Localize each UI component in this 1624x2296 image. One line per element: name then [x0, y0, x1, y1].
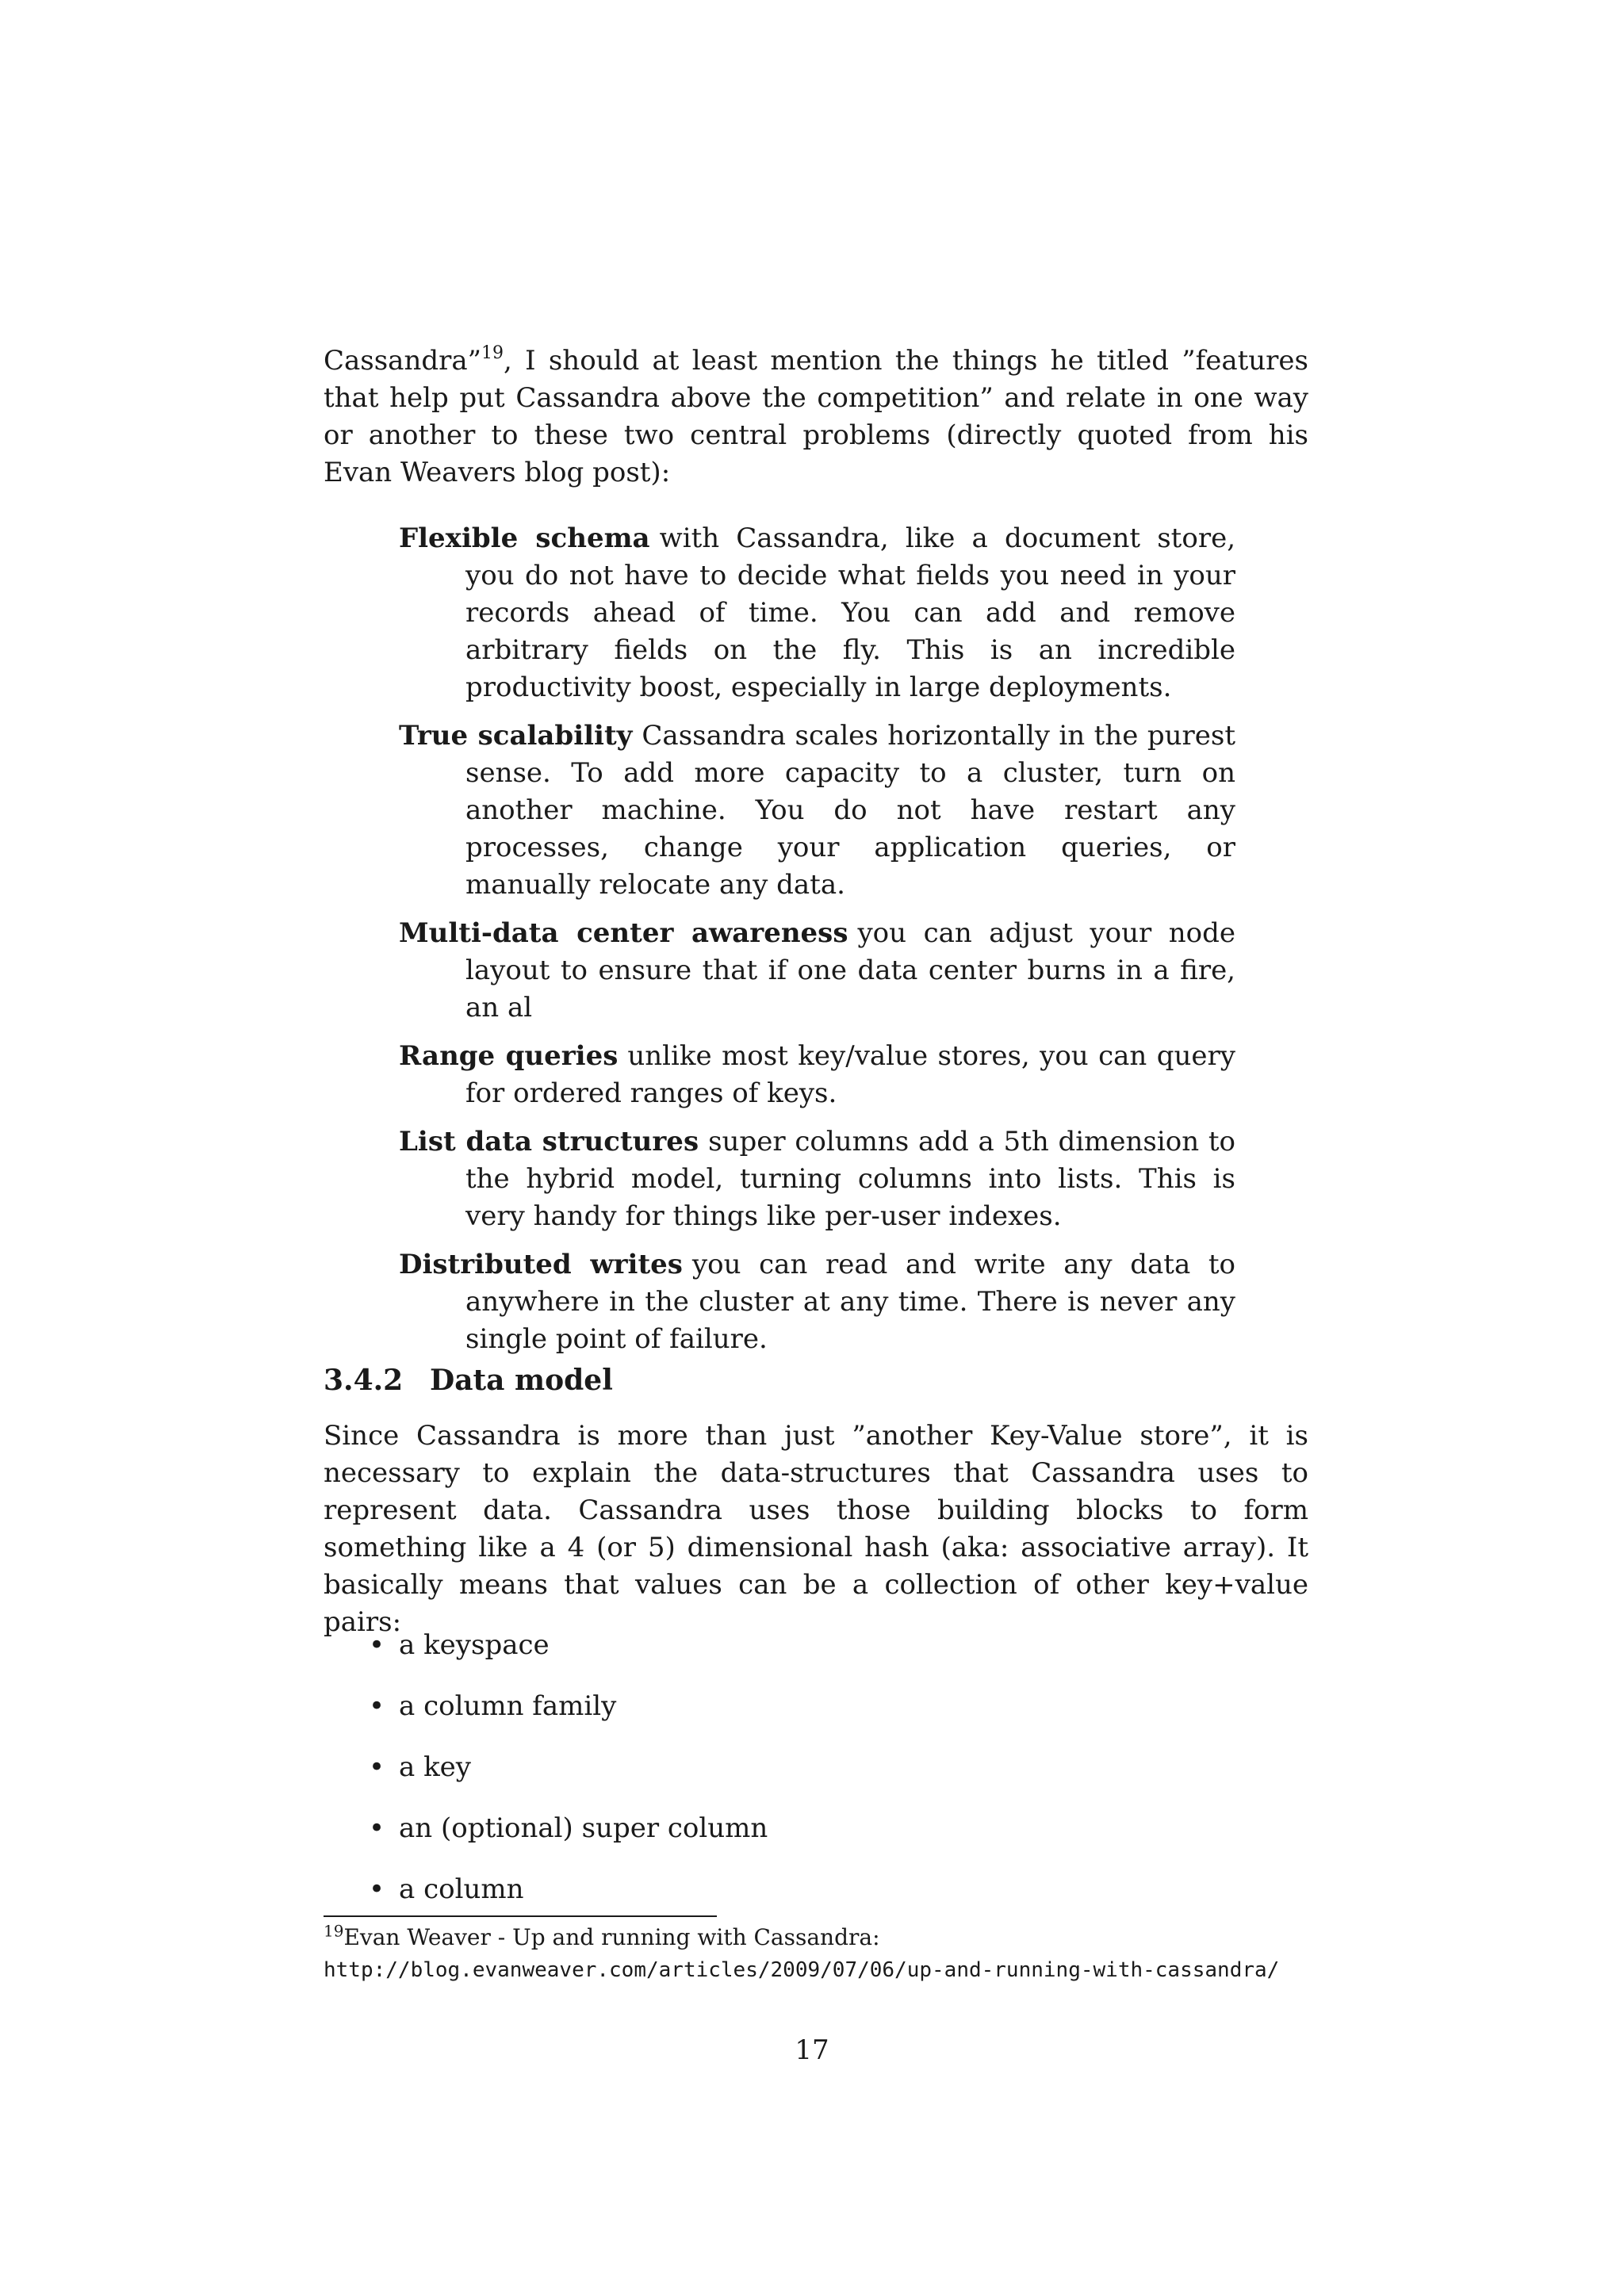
list-item — [369, 1688, 768, 1725]
bullet-icon: • — [369, 1629, 385, 1661]
intro-rest: , I should at least mention the things he titled ”features that help put Cassandra above the competition” and relate in one way or another to these two central problems (directly quoted from his Evan Weavers blog post): — [324, 345, 1308, 488]
bullet-icon: • — [369, 1690, 385, 1722]
list-item-text: a column — [399, 1873, 524, 1905]
footnote-url-link[interactable]: http://blog.evanweaver.com/articles/2009/07/06/up-and-running-with-cassandra/ — [324, 1958, 1280, 1982]
page-number: 17 — [795, 2034, 829, 2066]
feature-description: with Cassandra, like a document store, you do not have to decide what fields you need in your records ahead of time. You can add and remove arbitrary fields on the fly. This is an incredible productivity boost, especially in large deployments. — [465, 522, 1235, 703]
list-item — [369, 1627, 768, 1664]
feature-term: List data structures — [399, 1126, 699, 1158]
bullet-icon: • — [369, 1873, 385, 1905]
feature-description: you can read and write any data to anywhere in the cluster at any time. There is never any single point of failure. — [465, 1249, 1235, 1355]
list-item-text: a key — [399, 1751, 472, 1783]
footnote — [324, 1922, 1308, 1986]
list-item — [369, 1749, 768, 1786]
feature-item — [399, 1246, 1235, 1358]
footnote-divider — [324, 1915, 717, 1917]
feature-description: unlike most key/value stores, you can query for ordered ranges of keys. — [465, 1040, 1235, 1109]
list-item — [369, 1871, 768, 1908]
feature-term: Distributed writes — [399, 1249, 683, 1280]
footnote-number: 19 — [324, 1921, 344, 1941]
feature-list — [399, 520, 1235, 1369]
intro-lead: Cassandra” — [324, 345, 482, 377]
footnote-reference[interactable]: 19 — [481, 342, 504, 363]
intro-paragraph — [324, 342, 1308, 492]
section-body-paragraph: Since Cassandra is more than just ”another Key-Value store”, it is necessary to explain the data-structures that Cassandra uses to represent data. Cassandra uses those building blocks to form something like a 4 (or 5) dimensional hash (aka: associative array). It basically means that values can be a collection of other key+value pairs: — [324, 1420, 1308, 1638]
feature-term: Multi-data center awareness — [399, 917, 848, 949]
list-item-text: an (optional) super column — [399, 1812, 768, 1844]
feature-item — [399, 718, 1235, 904]
feature-term: Flexible schema — [399, 522, 650, 554]
list-item-text: a keyspace — [399, 1629, 550, 1661]
list-item-text: a column family — [399, 1690, 617, 1722]
bullet-list — [369, 1627, 768, 1932]
bullet-icon: • — [369, 1751, 385, 1783]
feature-item — [399, 915, 1235, 1027]
section-number: 3.4.2 — [324, 1364, 404, 1397]
feature-item — [399, 520, 1235, 706]
footnote-text: Evan Weaver - Up and running with Cassandra: — [343, 1924, 880, 1950]
feature-term: True scalability — [399, 720, 633, 752]
bullet-icon: • — [369, 1812, 385, 1844]
feature-term: Range queries — [399, 1040, 619, 1072]
feature-item — [399, 1123, 1235, 1235]
feature-description: Cassandra scales horizontally in the purest sense. To add more capacity to a cluster, turn on another machine. You do not have restart any processes, change your application queries, or manually relocate any data. — [465, 720, 1235, 901]
section-title: Data model — [430, 1364, 613, 1397]
feature-item — [399, 1038, 1235, 1112]
feature-description: you can adjust your node layout to ensure that if one data center burns in a fire, an al — [465, 917, 1236, 1024]
feature-description: super columns add a 5th dimension to the hybrid model, turning columns into lists. This is very handy for things like per-user indexes. — [465, 1126, 1235, 1232]
list-item — [369, 1810, 768, 1847]
section-heading — [324, 1364, 613, 1397]
